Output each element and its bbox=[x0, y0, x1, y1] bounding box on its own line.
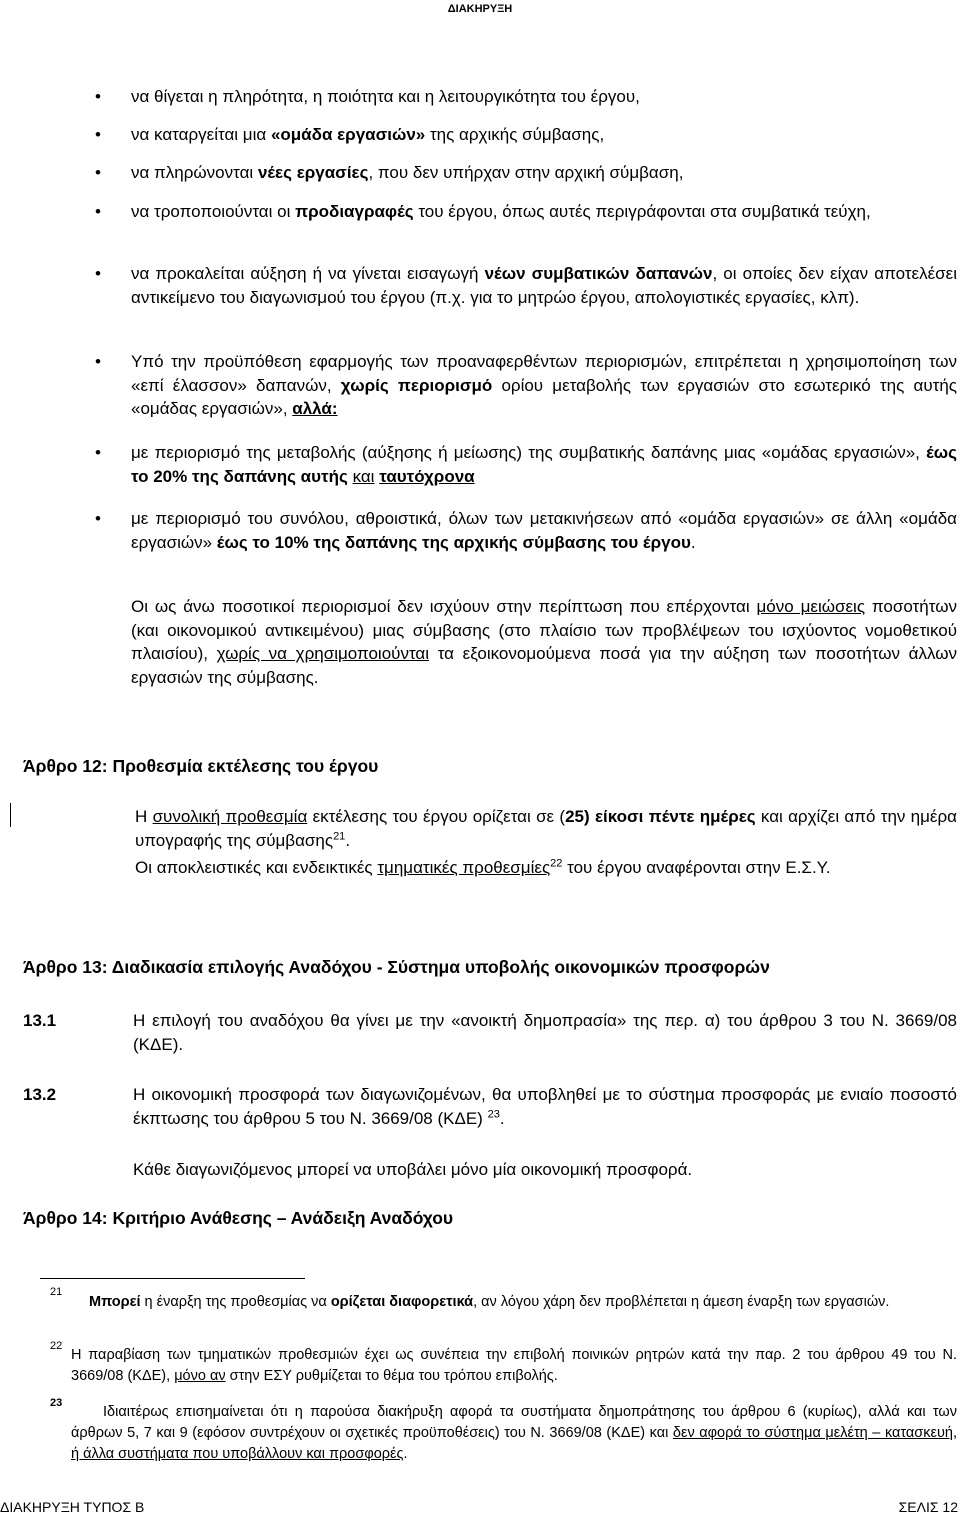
section-text: Η επιλογή του αναδόχου θα γίνει με την «ανοικτή δημοπρασία» της περ. α) του άρθρου 3 του Ν. 3669/08 (ΚΔΕ). bbox=[133, 1011, 957, 1054]
section-text: Η οικονομική προσφορά των διαγωνιζομένων, θα υποβληθεί με το σύστημα προσφοράς με ενιαίο ποσοστό έκπτωσης του άρθρου 5 του Ν. 3669/08 (ΚΔΕ) $^{23}$. bbox=[133, 1085, 957, 1128]
bullet-text: Υπό την προϋπόθεση εφαρμογής των προαναφερθέντων περιορισμών, επιτρέπεται η χρησιμοποίηση των «επί έλασσον» δαπανών, χωρίς περιορισμό ορίου μεταβολής των εργασιών στο εσωτερικό της αυτής «ομάδας εργασιών», αλλά: bbox=[131, 352, 957, 418]
footer-document-type: ΔΙΑΚΗΡΥΞΗ ΤΥΠΟΣ Β bbox=[0, 1499, 145, 1515]
footnote-ref-23[interactable]: 23 bbox=[487, 1107, 500, 1120]
footnote-divider bbox=[40, 1278, 305, 1279]
footnote-ref-22[interactable]: 22 bbox=[550, 857, 563, 870]
bullet-icon: • bbox=[95, 202, 101, 221]
footer-page-number: ΣΕΛΙΣ 12 bbox=[898, 1499, 958, 1515]
paragraph-quantity-limits: Οι ως άνω ποσοτικοί περιορισμοί δεν ισχύουν στην περίπτωση που επέρχονται μόνο μειώσεις ποσοτήτων (και οικονομικού αντικειμένου) μιας σύμβασης (στο πλαίσιο των προβλέψεων του ισχύοντος νομοθετικού πλαισίου), χωρίς να χρησιμοποιούνται τα εξοικονομούμενα ποσά για την αύξηση των ποσοτήτων άλλων εργασιών της σύμβασης. bbox=[131, 597, 957, 687]
bullet-text: με περιορισμό της μεταβολής (αύξησης ή μείωσης) της συμβατικής δαπάνης μιας «ομάδας εργασιών», έως το 20% της δαπάνης αυτής και ταυτόχρονα bbox=[131, 443, 957, 486]
section-number: 13.2 bbox=[23, 1085, 57, 1104]
article-12-partial-deadlines: Οι αποκλειστικές και ενδεικτικές τμηματικές προθεσμίες$^{22}$ του έργου αναφέρονται στην Ε.Σ.Υ. bbox=[135, 857, 831, 877]
footnote-22: Η παραβίαση των τμηματικών προθεσμιών έχει ως συνέπεια την επιβολή ποινικών ρητρών κατά την παρ. 2 του άρθρου 49 του Ν. 3669/08 (ΚΔΕ), μόνο αν στην ΕΣΥ ρυθμίζεται το θέμα του τρόπου επιβολής. bbox=[71, 1347, 957, 1384]
footnote-21: Μπορεί η έναρξη της προθεσμίας να ορίζεται διαφορετικά, αν λόγου χάρη δεν προβλέπεται η άμεση έναρξη των εργασιών. bbox=[89, 1294, 890, 1310]
bullet-icon: • bbox=[95, 163, 101, 182]
bullet-text: να τροποποιούνται οι προδιαγραφές του έργου, όπως αυτές περιγράφονται στα συμβατικά τεύχη, bbox=[131, 202, 871, 221]
section-number: 13.1 bbox=[23, 1011, 57, 1030]
bullet-icon: • bbox=[95, 264, 101, 283]
bullet-text: να καταργείται μια «ομάδα εργασιών» της αρχικής σύμβασης, bbox=[131, 125, 605, 144]
bullet-icon: • bbox=[95, 87, 101, 106]
page-header: ΔΙΑΚΗΡΥΞΗ bbox=[447, 3, 513, 15]
article-14-heading: Άρθρο 14: Κριτήριο Ανάθεσης – Ανάδειξη Αναδόχου bbox=[23, 1208, 454, 1228]
bullet-icon: • bbox=[95, 509, 101, 528]
article-12-heading: Άρθρο 12: Προθεσμία εκτέλεσης του έργου bbox=[23, 756, 379, 776]
bullet-text: να θίγεται η πληρότητα, η ποιότητα και η λειτουργικότητα του έργου, bbox=[131, 87, 640, 106]
article-13-note: Κάθε διαγωνιζόμενος μπορεί να υποβάλει μόνο μία οικονομική προσφορά. bbox=[133, 1160, 693, 1179]
bullet-text: να πληρώνονται νέες εργασίες, που δεν υπήρχαν στην αρχική σύμβαση, bbox=[131, 163, 684, 182]
footnote-mark-23: 23 bbox=[50, 1397, 63, 1409]
footnote-mark-21: 21 bbox=[50, 1286, 63, 1298]
footnote-ref-21[interactable]: 21 bbox=[333, 829, 346, 842]
bullet-text: με περιορισμό του συνόλου, αθροιστικά, όλων των μετακινήσεων από «ομάδα εργασιών» σε άλλη «ομάδα εργασιών» έως το 10% της δαπάνης της αρχικής σύμβασης του έργου. bbox=[131, 509, 957, 552]
bullet-text: να προκαλείται αύξηση ή να γίνεται εισαγωγή νέων συμβατικών δαπανών, οι οποίες δεν είχαν αποτελέσει αντικείμενο του διαγωνισμού του έργου (π.χ. για το μητρώο έργου, απολογιστικές εργασίες, κλπ). bbox=[131, 264, 958, 307]
article-13-heading: Άρθρο 13: Διαδικασία επιλογής Αναδόχου - Σύστημα υποβολής οικονομικών προσφορών bbox=[23, 957, 770, 977]
bullet-icon: • bbox=[95, 352, 101, 371]
bullet-icon: • bbox=[95, 443, 101, 462]
footnote-mark-22: 22 bbox=[50, 1340, 63, 1352]
change-bar bbox=[10, 803, 11, 827]
bullet-icon: • bbox=[95, 125, 101, 144]
article-12-deadline: Η συνολική προθεσμία εκτέλεσης του έργου ορίζεται σε (25) είκοσι πέντε ημέρες και αρχίζει από την ημέρα υπογραφής της σύμβασης$^{21}$. bbox=[135, 807, 958, 850]
footnote-23: Ιδιαιτέρως επισημαίνεται ότι η παρούσα διακήρυξη αφορά τα συστήματα δημοπράτησης του άρθρου 6 (κυρίως), αλλά και των άρθρων 5, 7 και 9 (εφόσον συντρέχουν οι σχετικές προϋποθέσεις) του Ν. 3669/08 (ΚΔΕ) και δεν αφορά το σύστημα μελέτη – κατασκευή, ή άλλα συστήματα που υποβάλλουν και προσφορές. bbox=[71, 1404, 957, 1462]
